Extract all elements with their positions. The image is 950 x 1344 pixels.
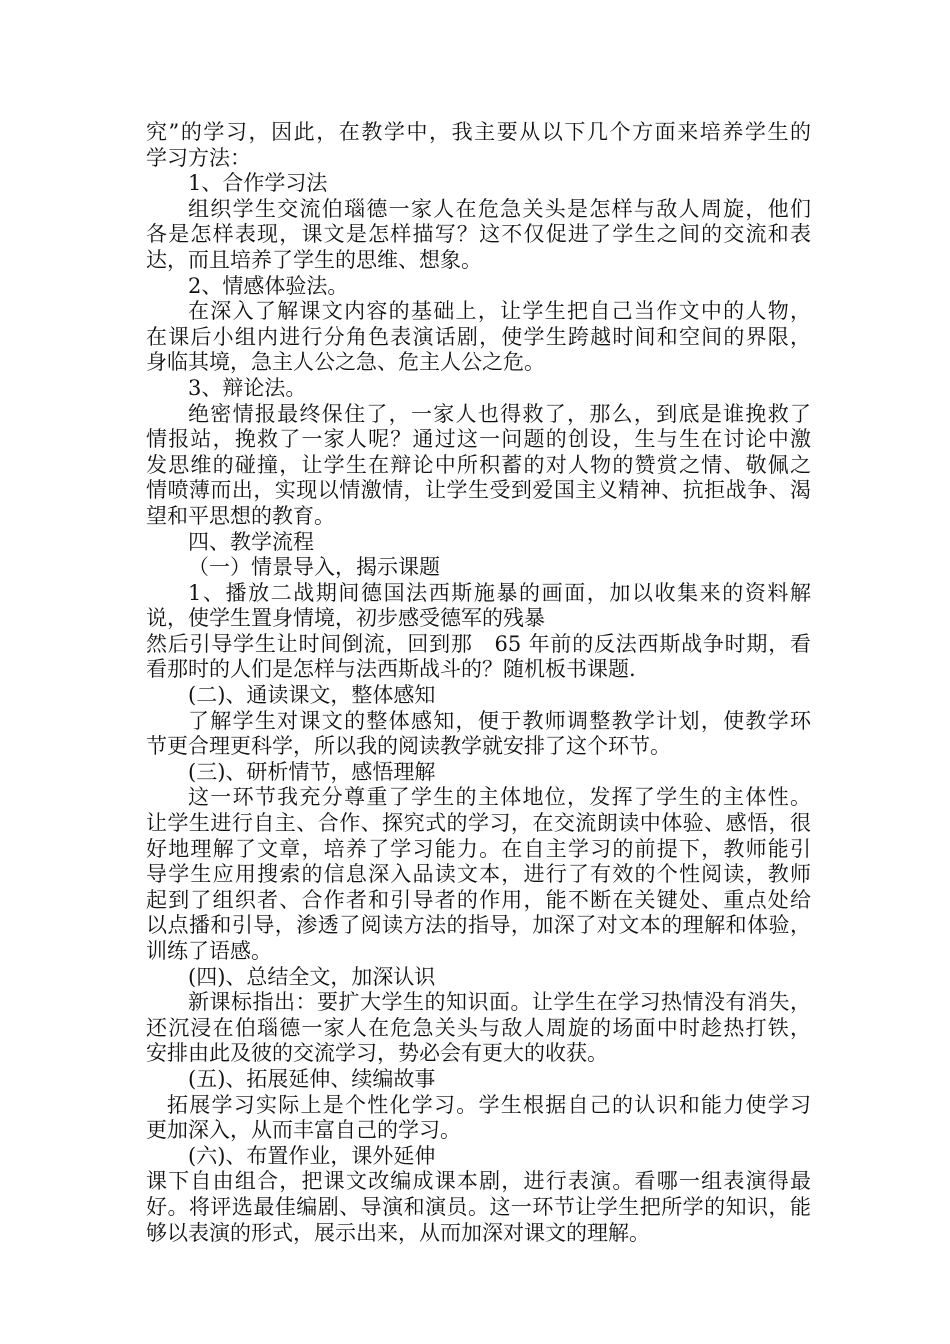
text-line: (六)、布置作业，课外延伸 — [188, 1143, 436, 1168]
text-line: 拓展学习实际上是个性化学习。学生根据自己的认识和能力使学习 — [167, 1092, 811, 1117]
text-line: 看那时的人们是怎样与法西斯战斗的？随机板书课题. — [146, 657, 636, 682]
text-line: 说，使学生置身情境，初步感受德军的残暴 — [146, 606, 545, 631]
text-line: 究”的学习，因此，在教学中，我主要从以下几个方面来培养学生的 — [146, 120, 811, 144]
text-line: 在课后小组内进行分角色表演话剧，使学生跨越时间和空间的界限， — [146, 324, 811, 349]
text-line: 在深入了解课文内容的基础上，让学生把自己当作文中的人物， — [188, 299, 811, 324]
text-line: 让学生进行自主、合作、探究式的学习，在交流朗读中体验、感悟，很 — [146, 811, 811, 836]
text-line: 组织学生交流伯瑙德一家人在危急关头是怎样与敌人周旋，他们 — [188, 196, 811, 221]
text-line: (二)、通读课文，整体感知 — [188, 683, 436, 708]
document-body — [146, 120, 811, 1246]
text-line: 情喷薄而出，实现以情激情，让学生受到爱国主义精神、抗拒战争、渴 — [146, 478, 811, 503]
text-line: 导学生应用搜索的信息深入品读文本，进行了有效的个性阅读，教师 — [146, 862, 811, 887]
text-line: 然后引导学生让时间倒流，回到那 65 年前的反法西斯战争时期，看 — [146, 631, 811, 656]
text-line: 发思维的碰撞，让学生在辩论中所积蓄的对人物的赞赏之情、敬佩之 — [146, 452, 811, 477]
text-line: 还沉浸在伯瑙德一家人在危急关头与敌人周旋的场面中时趁热打铁， — [146, 1015, 811, 1040]
text-line: (四)、总结全文，加深认识 — [188, 964, 436, 989]
text-line: 2、情感体验法。 — [188, 273, 349, 298]
text-line: (五)、拓展延伸、续编故事 — [188, 1066, 436, 1091]
text-line: （一）情景导入，揭示课题 — [188, 555, 440, 580]
text-line: 望和平思想的教育。 — [146, 503, 335, 528]
text-line: 以点播和引导，渗透了阅读方法的指导，加深了对文本的理解和体验， — [146, 913, 811, 938]
text-line: 课下自由组合，把课文改编成课本剧，进行表演。看哪一组表演得最 — [146, 1169, 811, 1194]
text-line: 达，而且培养了学生的思维、想象。 — [146, 247, 482, 272]
text-line: 了解学生对课文的整体感知，便于教师调整教学计划，使教学环 — [188, 708, 811, 733]
text-line: 够以表演的形式，展示出来，从而加深对课文的理解。 — [146, 1220, 650, 1245]
text-line: 3、辩论法。 — [188, 375, 307, 400]
text-line: 训练了语感。 — [146, 939, 272, 963]
text-line: 起到了组织者、合作者和引导者的作用，能不断在关键处、重点处给 — [146, 887, 811, 912]
text-line: 好。将评选最佳编剧、导演和演员。这一环节让学生把所学的知识，能 — [146, 1194, 811, 1219]
text-line: 好地理解了文章，培养了学习能力。在自主学习的前提下，教师能引 — [146, 836, 811, 861]
text-line: 这一环节我充分尊重了学生的主体地位，发挥了学生的主体性。 — [188, 785, 811, 810]
text-line: 身临其境，急主人公之急、危主人公之危。 — [146, 350, 545, 375]
text-line: 各是怎样表现，课文是怎样描写？这不仅促进了学生之间的交流和表 — [146, 222, 811, 247]
text-line: 学习方法： — [146, 145, 251, 170]
text-line: 更加深入，从而丰富自己的学习。 — [146, 1118, 461, 1143]
text-line: (三)、研析情节，感悟理解 — [188, 759, 436, 784]
text-line: 情报站，挽救了一家人呢？通过这一问题的创设，生与生在讨论中激 — [146, 427, 811, 452]
text-line: 1、合作学习法 — [188, 171, 328, 196]
text-line: 四、教学流程 — [188, 529, 314, 554]
text-line: 1、播放二战期间德国法西斯施暴的画面，加以收集来的资料解 — [188, 580, 811, 605]
text-line: 安排由此及彼的交流学习，势必会有更大的收获。 — [146, 1041, 608, 1066]
text-line: 新课标指出：要扩大学生的知识面。让学生在学习热情没有消失， — [188, 990, 811, 1015]
text-line: 绝密情报最终保住了，一家人也得救了，那么，到底是谁挽救了 — [188, 401, 811, 426]
text-line: 节更合理更科学，所以我的阅读教学就安排了这个环节。 — [146, 734, 671, 759]
